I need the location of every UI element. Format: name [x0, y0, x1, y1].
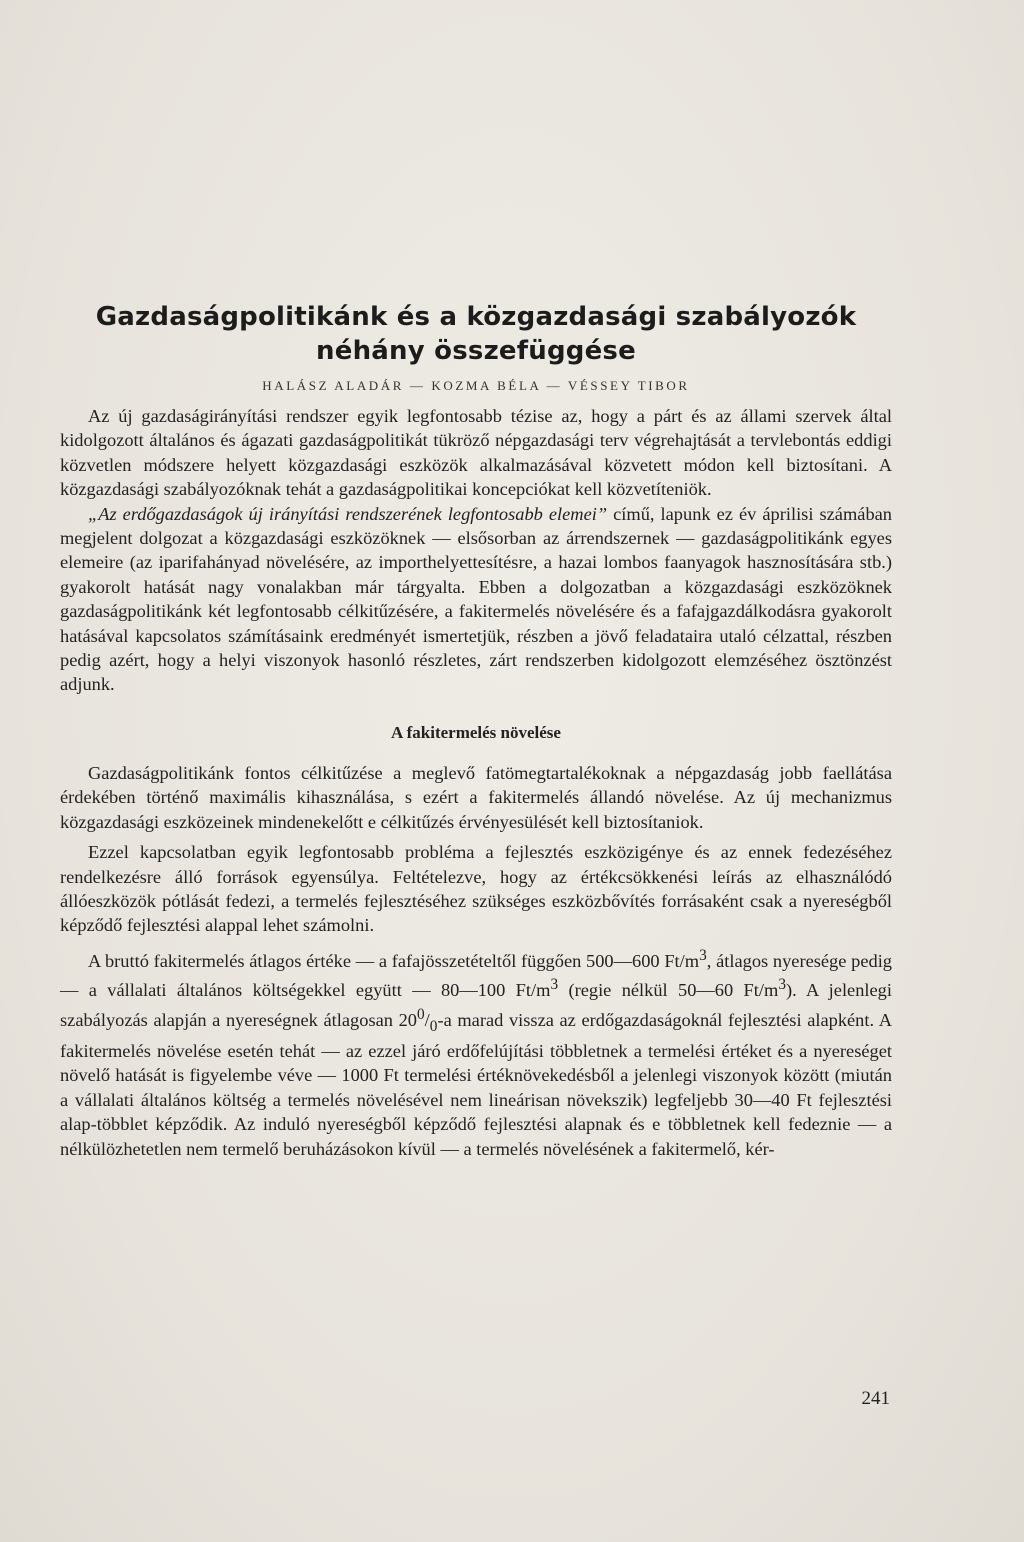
paragraph-5-part-a: A bruttó fakitermelés átlagos értéke — a fafajösszetételtől függően 500—600 Ft/m	[88, 950, 700, 971]
superscript-cubic-1: 3	[699, 946, 707, 964]
percent-sign-top: 0	[416, 1005, 425, 1023]
paragraph-3: Gazdaságpolitikánk fontos célkitűzése a meglevő fatömegtartalékoknak a népgazdaság jobb faellátása érdekében történő maximális kihasználása, s ezért a fakitermelés állandó növelése. Az új mechanizmus közgazdasági eszközeinek mindenekelőtt e célkitűzés érvényesülését kell biztosítaniok.	[60, 762, 892, 832]
section-heading: A fakitermelés növelése	[391, 722, 561, 742]
article-title	[60, 300, 892, 368]
paragraph-5-part-f: -a marad vissza az erdőgazdaságoknál fejlesztési alapként. A fakitermelés növelése esetén tehát — az ezzel járó erdőfelújítási többletnek a termelési értéket és a nyereséget növelő hatását is figyelembe véve — 1000 Ft termelési értéknövekedésből a jelenlegi viszonyok között (miután a vállalati általános költség a termelés növelésével nem lineárisan növekszik) legfeljebb 30—40 Ft fejlesztési alap-többlet képződik. Az induló nyereségből képződő fejlesztési alapnak és e többletnek kell fedeznie — a nélkülözhetetlen nem termelő beruházásokon kívül — a termelés növelésének a fakitermelő, kér-	[60, 1009, 892, 1159]
cited-article-title: „Az erdőgazdaságok új irányítási rendszerének legfontosabb elemei”	[88, 503, 608, 524]
article	[60, 300, 892, 1161]
paragraph-5-part-d: ). A jelenlegi szabályozás alapján a nyereségnek átlagosan 20	[60, 980, 892, 1030]
superscript-cubic-2: 3	[550, 976, 559, 994]
percent-sign-bottom: 0	[429, 1017, 438, 1035]
paragraph-5	[60, 944, 892, 1161]
paragraph-2	[60, 502, 892, 697]
page-number: 241	[861, 1388, 890, 1409]
paragraph-2-text: című, lapunk ez év áprilisi számában megjelent dolgozat a közgazdasági eszközöknek — elsősorban az árrendszernek — gazdaságpolitikánk egyes elemeire (az iparifahányad növelésére, az importhelyettesítésre, a hazai lombos faanyagok hasznosítására stb.) gyakorolt hatását nagy vonalakban már tárgyalta. Ebben a dolgozatban a közgazdasági eszközöknek gazdaságpolitikánk két legfontosabb célkitűzésére, a fakitermelés növelésére és a fafajgazdálkodásra gyakorolt hatásával kapcsolatos számításaink eredményét ismertetjük, részben a jövő feladataira utaló célzattal, részben pedig azért, hogy a helyi viszonyok hasonló részletes, zárt rendszerben kidolgozott elemzéséhez ösztönzést adjunk.	[60, 503, 892, 695]
authors-line: HALÁSZ ALADÁR — KOZMA BÉLA — VÉSSEY TIBOR	[262, 378, 690, 393]
paragraph-5-part-c: (regie nélkül 50—60 Ft/m	[558, 980, 779, 1001]
title-line-2: néhány összefüggése	[316, 336, 636, 366]
paragraph-4: Ezzel kapcsolatban egyik legfontosabb probléma a fejlesztés eszközigénye és az ennek fedezéséhez rendelkezésre álló források egyensúlya. Feltételezve, hogy az értékcsökkenési leírás az elhasználódó állóeszközök pótlását fedezi, a termelés fejlesztéséhez szükséges eszközbővítés forrásaként csak a nyereségből képződő fejlesztési alappal lehet számolni.	[60, 842, 892, 936]
percent-sign-slash: /	[424, 1009, 430, 1030]
paragraph-5-part-b: , átlagos nyeresége pedig — a vállalati általános költségekkel együtt — 80—100 Ft/m	[60, 950, 892, 1001]
superscript-cubic-3: 3	[778, 976, 786, 994]
title-line-1: Gazdaságpolitikánk és a közgazdasági szabályozók	[95, 302, 857, 332]
paragraph-1: Az új gazdaságirányítási rendszer egyik legfontosabb tézise az, hogy a párt és az állami szervek által kidolgozott általános és ágazati gazdaságpolitikát tükröző népgazdasági terv végrehajtását a tervlebontás eddigi közvetlen módszere helyett közgazdasági eszközök alkalmazásával közvetett módon kell biztosítani. A közgazdasági szabályozóknak tehát a gazdaságpolitikai koncepciókat kell közvetíteniök.	[60, 406, 892, 500]
